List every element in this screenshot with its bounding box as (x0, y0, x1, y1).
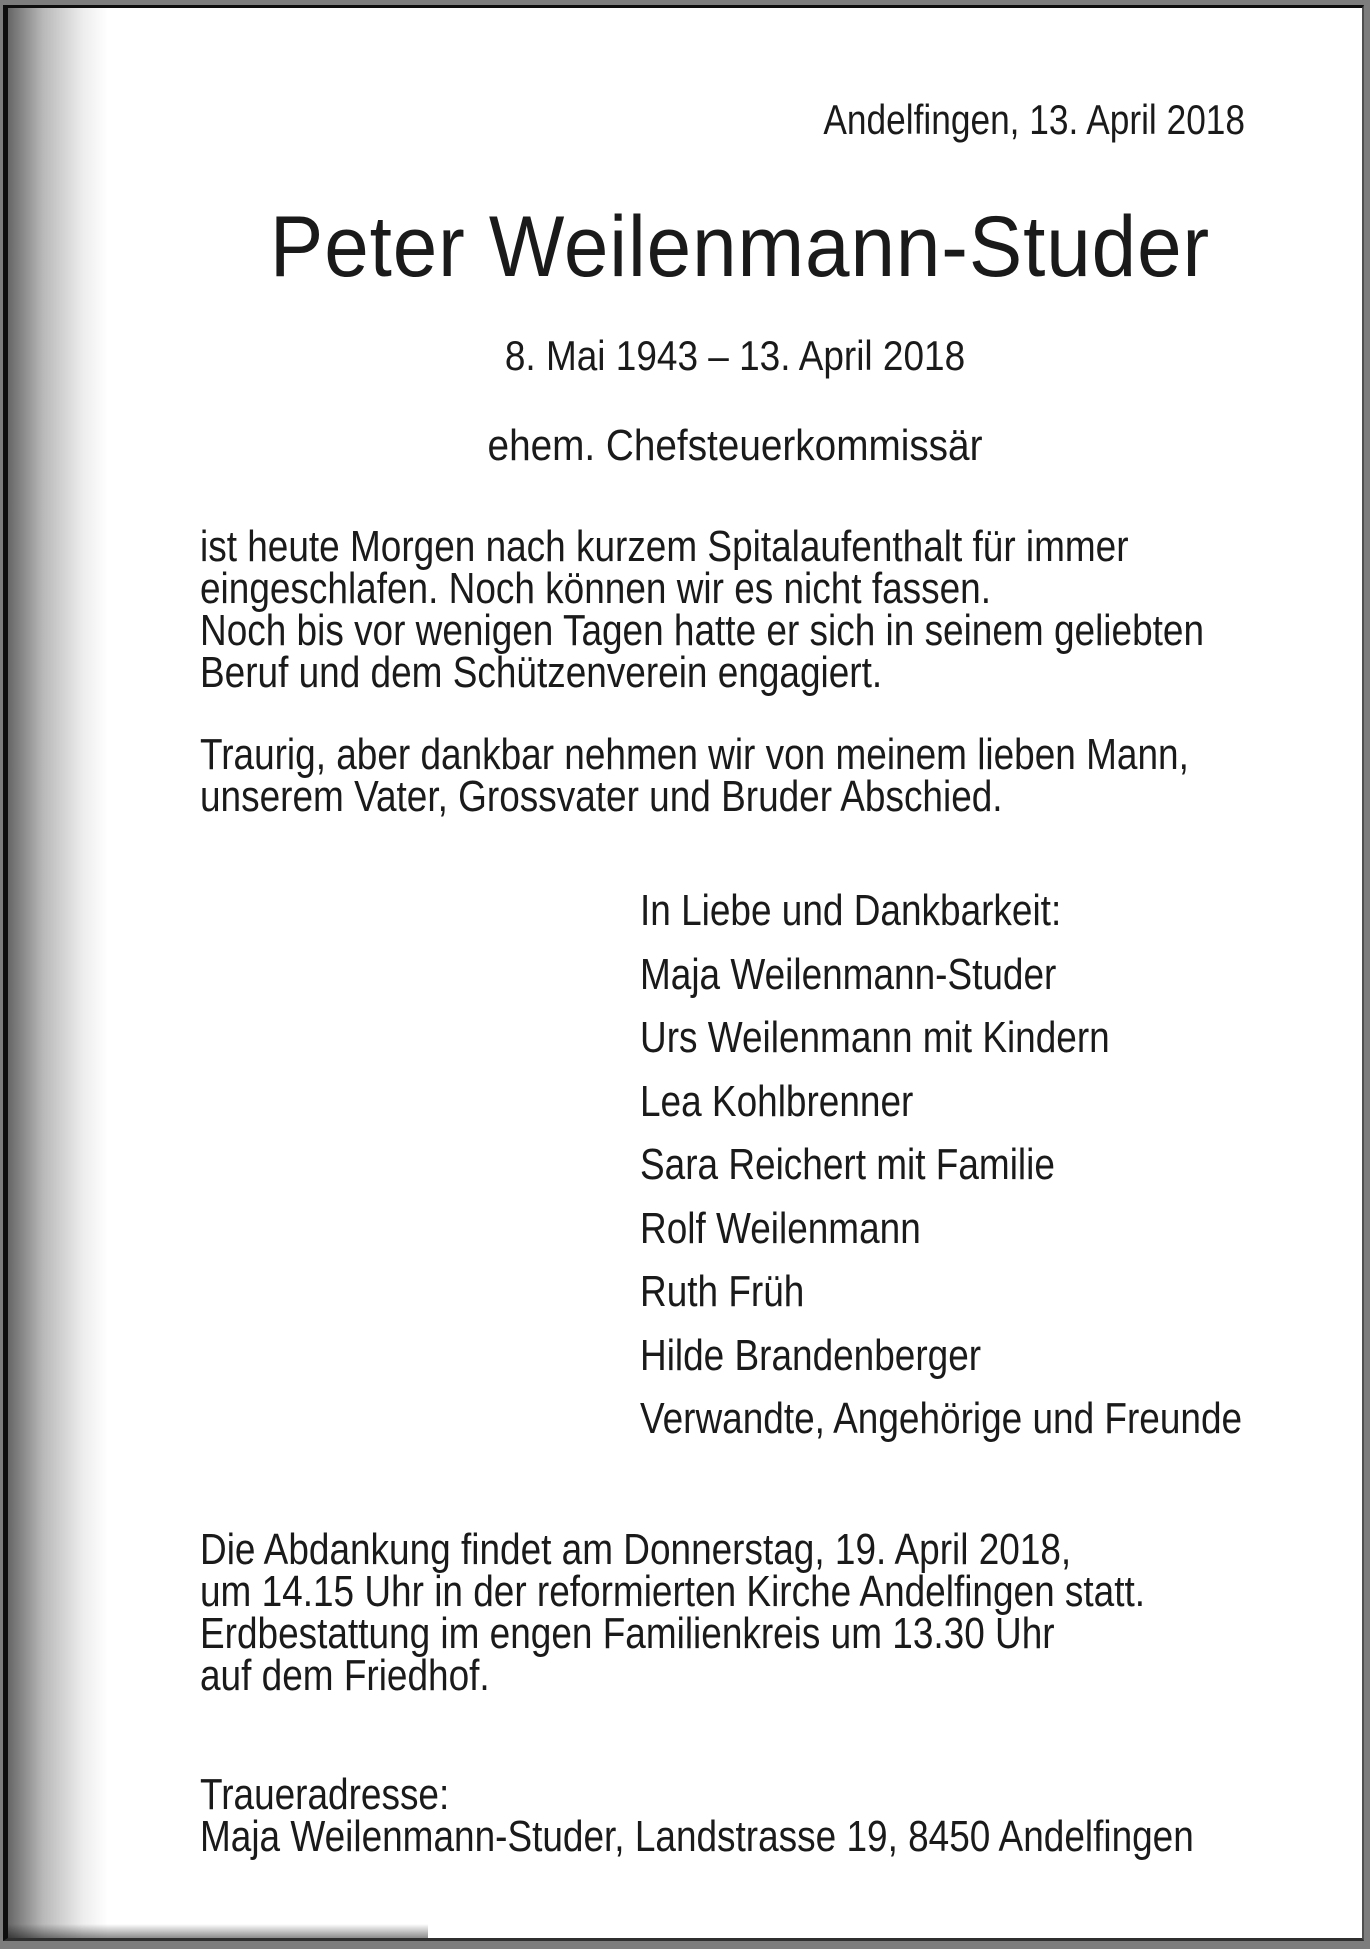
obituary-page (3, 5, 1364, 1941)
place-and-date: Andelfingen, 13. April 2018 (823, 96, 1245, 143)
closing-formula: In Liebe und Dankbarkeit: (640, 886, 1062, 935)
text-line: ist heute Morgen nach kurzem Spitalaufenthalt für immer (200, 522, 1129, 571)
text-line: Traurig, aber dankbar nehmen wir von meinem lieben Mann, (200, 730, 1189, 779)
farewell-paragraph (200, 730, 1189, 821)
text-line: um 14.15 Uhr in der reformierten Kirche Andelfingen statt. (200, 1567, 1146, 1616)
text-line: unserem Vater, Grossvater und Bruder Abschied. (200, 772, 1003, 821)
condolence-address-block (200, 1770, 1194, 1861)
mourners-list (640, 943, 1242, 1451)
funeral-service-details (200, 1525, 1146, 1700)
birth-death-dates: 8. Mai 1943 – 13. April 2018 (504, 332, 966, 379)
text-line: Noch bis vor wenigen Tagen hatte er sich in seinem geliebten (200, 606, 1205, 655)
death-announcement-paragraph (200, 522, 1205, 697)
text-line: Beruf und dem Schützenverein engagiert. (200, 648, 883, 697)
page-gutter-shadow (8, 8, 108, 1938)
text-line: Rolf Weilenmann (640, 1203, 921, 1253)
page-bottom-shadow (8, 1924, 428, 1938)
text-line: Maja Weilenmann-Studer (640, 949, 1057, 999)
condolence-address-line: Maja Weilenmann-Studer, Landstrasse 19, 8450 Andelfingen (200, 1812, 1194, 1861)
deceased-name-title: Peter Weilenmann-Studer (269, 199, 1211, 295)
mourners-block (640, 879, 1242, 1451)
text-line: Verwandte, Angehörige und Freunde (640, 1394, 1243, 1443)
text-line: Die Abdankung findet am Donnerstag, 19. April 2018, (200, 1525, 1072, 1574)
text-line: Hilde Brandenberger (640, 1330, 982, 1380)
text-line: Erdbestattung im engen Familienkreis um 13.30 Uhr (200, 1609, 1055, 1658)
former-profession: ehem. Chefsteuerkommissär (487, 421, 983, 470)
text-line: Urs Weilenmann mit Kindern (640, 1013, 1110, 1062)
text-line: eingeschlafen. Noch können wir es nicht fassen. (200, 564, 992, 613)
text-line: Ruth Früh (640, 1267, 805, 1316)
text-line: auf dem Friedhof. (200, 1651, 490, 1700)
text-line: Lea Kohlbrenner (640, 1076, 914, 1126)
text-line: Sara Reichert mit Familie (640, 1140, 1055, 1189)
condolence-address-label: Traueradresse: (200, 1770, 450, 1819)
